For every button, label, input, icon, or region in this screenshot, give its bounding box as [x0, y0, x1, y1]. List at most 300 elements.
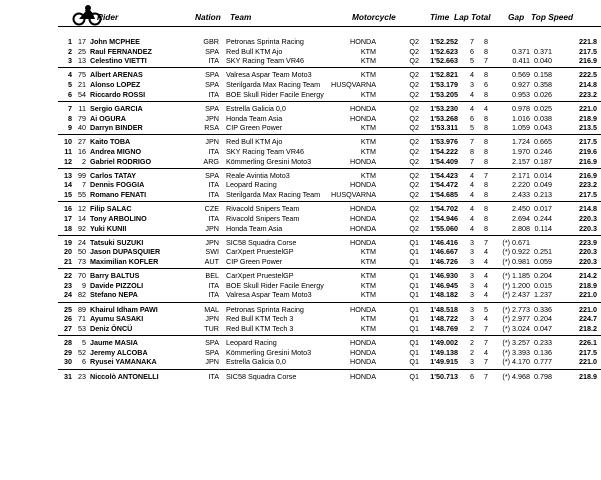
cell-moto: KTM	[360, 314, 376, 324]
cell-total: 8	[484, 223, 488, 233]
cell-time: 1'53.268	[430, 113, 458, 123]
cell-rider: Jaume MASIA	[90, 338, 138, 348]
cell-pos: 14	[64, 180, 72, 190]
cell-pos: 30	[64, 357, 72, 367]
cell-gap2: 0.043	[534, 123, 552, 133]
cell-pos: 11	[64, 147, 72, 156]
cell-pos: 25	[64, 304, 72, 314]
cell-rider: Andrea MIGNO	[90, 147, 142, 156]
cell-total: 7	[484, 323, 488, 333]
cell-nat: SPA	[205, 103, 219, 113]
cell-num: 73	[78, 257, 86, 266]
cell-moto: KTM	[360, 89, 376, 99]
cell-lap: 6	[470, 113, 474, 123]
cell-q: Q1	[409, 290, 419, 300]
cell-total: 7	[484, 56, 488, 66]
cell-total: 7	[484, 338, 488, 348]
cell-pos: 10	[64, 137, 72, 147]
cell-pos: 26	[64, 314, 72, 324]
cell-gap: 1.724	[512, 137, 530, 147]
table-row	[0, 348, 601, 358]
cell-nat: CZE	[204, 204, 219, 214]
cell-speed: 222.5	[579, 70, 597, 80]
cell-time: 1'48.518	[430, 304, 458, 314]
cell-rider: Raul FERNANDEZ	[90, 46, 152, 56]
cell-rider: Ryusei YAMANAKA	[90, 357, 157, 367]
cell-rider: Niccolò ANTONELLI	[90, 371, 159, 381]
cell-gap2: 0.213	[534, 190, 552, 200]
cell-team: SKY Racing Team VR46	[226, 147, 305, 156]
cell-gap: 0.978	[512, 103, 530, 113]
cell-time: 1'54.472	[430, 180, 458, 190]
group-divider	[58, 235, 601, 236]
cell-gap: 0.953	[512, 89, 530, 99]
cell-nat: GBR	[203, 37, 219, 46]
cell-total: 4	[484, 103, 488, 113]
cell-total: 6	[484, 80, 488, 90]
cell-moto: HONDA	[350, 357, 376, 367]
cell-q: Q1	[409, 338, 419, 348]
cell-team: Leopard Racing	[226, 180, 277, 190]
cell-q: Q2	[409, 137, 419, 147]
cell-total: 5	[484, 304, 488, 314]
cell-q: Q1	[409, 371, 419, 381]
cell-team: Rivacold Snipers Team	[226, 204, 300, 214]
cell-time: 1'53.311	[430, 123, 458, 133]
cell-num: 25	[78, 46, 86, 56]
cell-lap: 3	[470, 237, 474, 247]
cell-gap2: 1.237	[534, 290, 552, 300]
cell-time: 1'54.685	[430, 190, 458, 200]
cell-lap: 3	[470, 247, 474, 257]
cell-nat: AUT	[204, 257, 219, 266]
cell-gap2: 0.047	[534, 323, 552, 333]
cell-moto: KTM	[360, 147, 376, 156]
cell-total: 4	[484, 271, 488, 281]
cell-rider: John MCPHEE	[90, 37, 140, 46]
cell-total: 4	[484, 247, 488, 257]
cell-time: 1'54.702	[430, 204, 458, 214]
cell-moto: HONDA	[350, 213, 376, 223]
cell-moto: KTM	[360, 290, 376, 300]
cell-time: 1'46.930	[430, 271, 458, 281]
cell-num: 92	[78, 223, 86, 233]
cell-lap: 3	[470, 257, 474, 266]
cell-gap2: 0.246	[534, 147, 552, 156]
cell-pos: 4	[68, 70, 72, 80]
cell-team: CIP Green Power	[226, 257, 283, 266]
cell-total: 8	[484, 37, 488, 46]
cell-rider: Khairul Idham PAWI	[90, 304, 158, 314]
cell-q: Q2	[409, 37, 419, 46]
cell-lap: 8	[470, 147, 474, 156]
cell-lap: 4	[470, 180, 474, 190]
cell-gap2: 0.136	[534, 347, 552, 357]
table-row	[0, 257, 601, 267]
cell-moto: HONDA	[350, 180, 376, 190]
table-header	[0, 0, 601, 30]
cell-num: 6	[82, 357, 86, 367]
cell-num: 14	[78, 213, 86, 223]
cell-speed: 226.1	[579, 338, 597, 348]
cell-team: Red Bull KTM Tech 3	[226, 314, 294, 324]
cell-nat: ITA	[208, 56, 219, 66]
cell-time: 1'53.205	[430, 89, 458, 99]
table-row	[0, 224, 601, 234]
cell-team: Estrella Galicia 0,0	[226, 103, 286, 113]
result-group	[0, 305, 601, 336]
cell-nat: SPA	[205, 70, 219, 80]
cell-num: 82	[78, 290, 86, 300]
cell-rider: Davide PIZZOLI	[90, 280, 144, 290]
cell-speed: 214.8	[579, 80, 597, 90]
result-group	[0, 338, 601, 369]
cell-lap: 4	[470, 213, 474, 223]
cell-pos: 31	[64, 371, 72, 381]
cell-team: SKY Racing Team VR46	[226, 56, 305, 66]
result-group	[0, 372, 601, 382]
cell-time: 1'52.623	[430, 46, 458, 56]
header-top-speed: Top Speed	[531, 12, 574, 22]
cell-gap2: 0.059	[534, 257, 552, 266]
table-row	[0, 305, 601, 315]
table-row	[0, 157, 601, 167]
cell-num: 89	[78, 304, 86, 314]
cell-q: Q2	[409, 204, 419, 214]
table-row	[0, 214, 601, 224]
cell-speed: 218.9	[579, 113, 597, 123]
result-group	[0, 137, 601, 168]
cell-gap: (*) 0.981	[502, 257, 530, 266]
cell-time: 1'54.423	[430, 170, 458, 180]
table-row	[0, 357, 601, 367]
cell-team: Estrella Galicia 0,0	[226, 357, 286, 367]
cell-lap: 4	[470, 70, 474, 80]
cell-num: 75	[78, 70, 86, 80]
cell-speed: 220.3	[579, 247, 597, 257]
table-row	[0, 238, 601, 248]
group-divider	[58, 369, 601, 370]
cell-q: Q1	[409, 271, 419, 281]
cell-speed: 214.8	[579, 204, 597, 214]
cell-rider: Celestino VIETTI	[90, 56, 147, 66]
cell-pos: 3	[68, 56, 72, 66]
table-row	[0, 271, 601, 281]
cell-team: Petronas Sprinta Racing	[226, 37, 304, 46]
cell-q: Q2	[409, 147, 419, 156]
cell-gap: 2.450	[512, 204, 530, 214]
cell-moto: KTM	[360, 323, 376, 333]
cell-q: Q2	[409, 156, 419, 166]
cell-nat: SPA	[205, 46, 219, 56]
header-team: Team	[230, 12, 252, 22]
cell-pos: 1	[68, 37, 72, 46]
cell-rider: Ai OGURA	[90, 113, 126, 123]
cell-nat: JPN	[205, 113, 219, 123]
cell-team: Valresa Aspar Team Moto3	[226, 290, 312, 300]
header-lap: Lap	[454, 12, 469, 22]
cell-pos: 20	[64, 247, 72, 257]
cell-gap: (*) 4.170	[502, 357, 530, 367]
cell-num: 23	[78, 371, 86, 381]
group-divider	[58, 134, 601, 135]
cell-lap: 3	[470, 80, 474, 90]
cell-time: 1'49.915	[430, 357, 458, 367]
cell-nat: JPN	[205, 237, 219, 247]
cell-q: Q1	[409, 280, 419, 290]
header-time: Time	[430, 12, 450, 22]
table-row	[0, 204, 601, 214]
cell-nat: MAL	[204, 304, 219, 314]
cell-gap: 2.171	[512, 170, 530, 180]
cell-speed: 216.9	[579, 56, 597, 66]
cell-total: 8	[484, 123, 488, 133]
cell-moto: HONDA	[350, 223, 376, 233]
cell-q: Q2	[409, 89, 419, 99]
cell-moto: KTM	[360, 271, 376, 281]
table-row	[0, 123, 601, 133]
cell-gap2: 0.158	[534, 70, 552, 80]
cell-team: Honda Team Asia	[226, 223, 283, 233]
cell-gap2: 0.015	[534, 280, 552, 290]
cell-nat: ITA	[208, 147, 219, 156]
cell-moto: KTM	[360, 280, 376, 290]
cell-moto: KTM	[360, 247, 376, 257]
cell-num: 70	[78, 271, 86, 281]
cell-pos: 19	[64, 237, 72, 247]
cell-gap2: 0.665	[534, 137, 552, 147]
cell-num: 71	[78, 314, 86, 324]
cell-pos: 29	[64, 347, 72, 357]
cell-lap: 4	[470, 204, 474, 214]
cell-team: Leopard Racing	[226, 338, 277, 348]
cell-team: CIP Green Power	[226, 123, 283, 133]
cell-q: Q1	[409, 247, 419, 257]
header-rider: Rider	[97, 12, 119, 22]
table-row	[0, 190, 601, 200]
cell-num: 40	[78, 123, 86, 133]
cell-speed: 213.5	[579, 123, 597, 133]
cell-rider: Jeremy ALCOBA	[90, 347, 148, 357]
cell-moto: KTM	[360, 46, 376, 56]
cell-team: BOE Skull Rider Facile Energy	[226, 280, 324, 290]
cell-num: 9	[82, 280, 86, 290]
cell-q: Q2	[409, 190, 419, 200]
cell-num: 79	[78, 113, 86, 123]
cell-gap: (*) 2.977	[502, 314, 530, 324]
cell-speed: 218.2	[579, 323, 597, 333]
cell-gap: 0.371	[512, 46, 530, 56]
group-divider	[58, 302, 601, 303]
cell-total: 8	[484, 190, 488, 200]
cell-team: CarXpert PruestelGP	[226, 247, 294, 257]
table-row	[0, 247, 601, 257]
cell-rider: Dennis FOGGIA	[90, 180, 145, 190]
cell-nat: JPN	[205, 223, 219, 233]
cell-q: Q2	[409, 180, 419, 190]
cell-speed: 221.0	[579, 357, 597, 367]
header-divider	[58, 26, 601, 27]
cell-pos: 15	[64, 190, 72, 200]
table-row	[0, 180, 601, 190]
cell-gap2: 0.204	[534, 271, 552, 281]
cell-total: 8	[484, 147, 488, 156]
cell-rider: Albert ARENAS	[90, 70, 143, 80]
cell-rider: Ayumu SASAKI	[90, 314, 144, 324]
cell-rider: Filip SALAC	[90, 204, 132, 214]
cell-speed: 219.6	[579, 147, 597, 156]
cell-speed: 220.3	[579, 223, 597, 233]
cell-moto: HONDA	[350, 338, 376, 348]
cell-num: 5	[82, 338, 86, 348]
cell-speed: 216.9	[579, 156, 597, 166]
cell-speed: 220.3	[579, 213, 597, 223]
cell-gap2: 0.187	[534, 156, 552, 166]
cell-nat: JPN	[205, 137, 219, 147]
cell-gap2: 0.777	[534, 357, 552, 367]
result-group	[0, 37, 601, 68]
cell-pos: 6	[68, 89, 72, 99]
table-row	[0, 324, 601, 334]
cell-nat: SPA	[205, 347, 219, 357]
cell-rider: Tony ARBOLINO	[90, 213, 147, 223]
cell-q: Q2	[409, 80, 419, 90]
cell-lap: 4	[470, 223, 474, 233]
group-divider	[58, 67, 601, 68]
cell-lap: 4	[470, 103, 474, 113]
cell-speed: 221.0	[579, 290, 597, 300]
cell-lap: 3	[470, 357, 474, 367]
table-row	[0, 290, 601, 300]
cell-rider: Yuki KUNII	[90, 223, 127, 233]
cell-pos: 13	[64, 170, 72, 180]
table-row	[0, 37, 601, 47]
cell-rider: Riccardo ROSSI	[90, 89, 146, 99]
cell-rider: Barry BALTUS	[90, 271, 140, 281]
cell-pos: 7	[68, 103, 72, 113]
cell-num: 50	[78, 247, 86, 257]
table-row	[0, 147, 601, 157]
cell-num: 52	[78, 347, 86, 357]
cell-gap2: 0.798	[534, 371, 552, 381]
cell-q: Q2	[409, 46, 419, 56]
cell-lap: 6	[470, 46, 474, 56]
table-row	[0, 47, 601, 57]
cell-time: 1'55.060	[430, 223, 458, 233]
cell-lap: 3	[470, 314, 474, 324]
cell-rider: Gabriel RODRIGO	[90, 156, 152, 166]
table-row	[0, 137, 601, 147]
cell-team: Valresa Aspar Team Moto3	[226, 70, 312, 80]
cell-team: Red Bull KTM Ajo	[226, 46, 283, 56]
cell-gap: (*) 3.393	[502, 347, 530, 357]
cell-speed: 217.5	[579, 46, 597, 56]
cell-speed: 217.5	[579, 347, 597, 357]
group-divider	[58, 201, 601, 202]
table-row	[0, 372, 601, 382]
cell-q: Q2	[409, 213, 419, 223]
cell-nat: ITA	[208, 190, 219, 200]
cell-moto: KTM	[360, 257, 376, 266]
cell-q: Q1	[409, 323, 419, 333]
cell-speed: 224.7	[579, 314, 597, 324]
cell-gap: (*) 2.437	[502, 290, 530, 300]
cell-rider: Tatsuki SUZUKI	[90, 237, 144, 247]
result-group	[0, 204, 601, 235]
cell-time: 1'53.976	[430, 137, 458, 147]
cell-q: Q1	[409, 314, 419, 324]
cell-num: 99	[78, 170, 86, 180]
cell-nat: SPA	[205, 80, 219, 90]
table-row	[0, 104, 601, 114]
cell-nat: ITA	[208, 213, 219, 223]
cell-pos: 21	[64, 257, 72, 266]
cell-total: 7	[484, 371, 488, 381]
cell-moto: HONDA	[350, 204, 376, 214]
cell-moto: KTM	[360, 70, 376, 80]
cell-time: 1'54.222	[430, 147, 458, 156]
cell-num: 53	[78, 323, 86, 333]
table-row	[0, 171, 601, 181]
result-group	[0, 238, 601, 269]
cell-num: 55	[78, 190, 86, 200]
cell-gap2: 0.038	[534, 113, 552, 123]
cell-time: 1'46.726	[430, 257, 458, 266]
cell-total: 8	[484, 46, 488, 56]
cell-time: 1'54.946	[430, 213, 458, 223]
cell-moto: KTM	[360, 123, 376, 133]
cell-team: Red Bull KTM Tech 3	[226, 323, 294, 333]
cell-total: 8	[484, 113, 488, 123]
cell-gap: (*) 3.257	[502, 338, 530, 348]
cell-team: CarXpert PruestelGP	[226, 271, 294, 281]
table-row	[0, 281, 601, 291]
cell-lap: 3	[470, 280, 474, 290]
cell-gap: 1.016	[512, 113, 530, 123]
cell-q: Q2	[409, 113, 419, 123]
cell-speed: 218.9	[579, 280, 597, 290]
cell-pos: 12	[64, 156, 72, 166]
cell-pos: 8	[68, 113, 72, 123]
cell-num: 21	[78, 80, 86, 90]
cell-time: 1'52.663	[430, 56, 458, 66]
cell-moto: HONDA	[350, 304, 376, 314]
cell-team: SIC58 Squadra Corse	[226, 371, 297, 381]
cell-gap2: 0.114	[534, 223, 552, 233]
results-table	[0, 37, 601, 381]
cell-gap: 0.927	[512, 80, 530, 90]
cell-time: 1'54.409	[430, 156, 458, 166]
cell-q: Q2	[409, 223, 419, 233]
header-gap: Gap	[508, 12, 525, 22]
cell-time: 1'52.821	[430, 70, 458, 80]
result-group	[0, 104, 601, 135]
cell-time: 1'53.179	[430, 80, 458, 90]
cell-pos: 17	[64, 213, 72, 223]
cell-team: BOE Skull Rider Facile Energy	[226, 89, 324, 99]
cell-nat: ARG	[203, 156, 219, 166]
cell-moto: HONDA	[350, 113, 376, 123]
cell-total: 8	[484, 156, 488, 166]
group-divider	[58, 168, 601, 169]
cell-rider: Jason DUPASQUIER	[90, 247, 161, 257]
cell-speed: 221.0	[579, 304, 597, 314]
cell-gap2: 0.336	[534, 304, 552, 314]
cell-total: 7	[484, 357, 488, 367]
cell-lap: 2	[470, 338, 474, 348]
cell-num: 12	[78, 204, 86, 214]
cell-nat: ITA	[208, 180, 219, 190]
